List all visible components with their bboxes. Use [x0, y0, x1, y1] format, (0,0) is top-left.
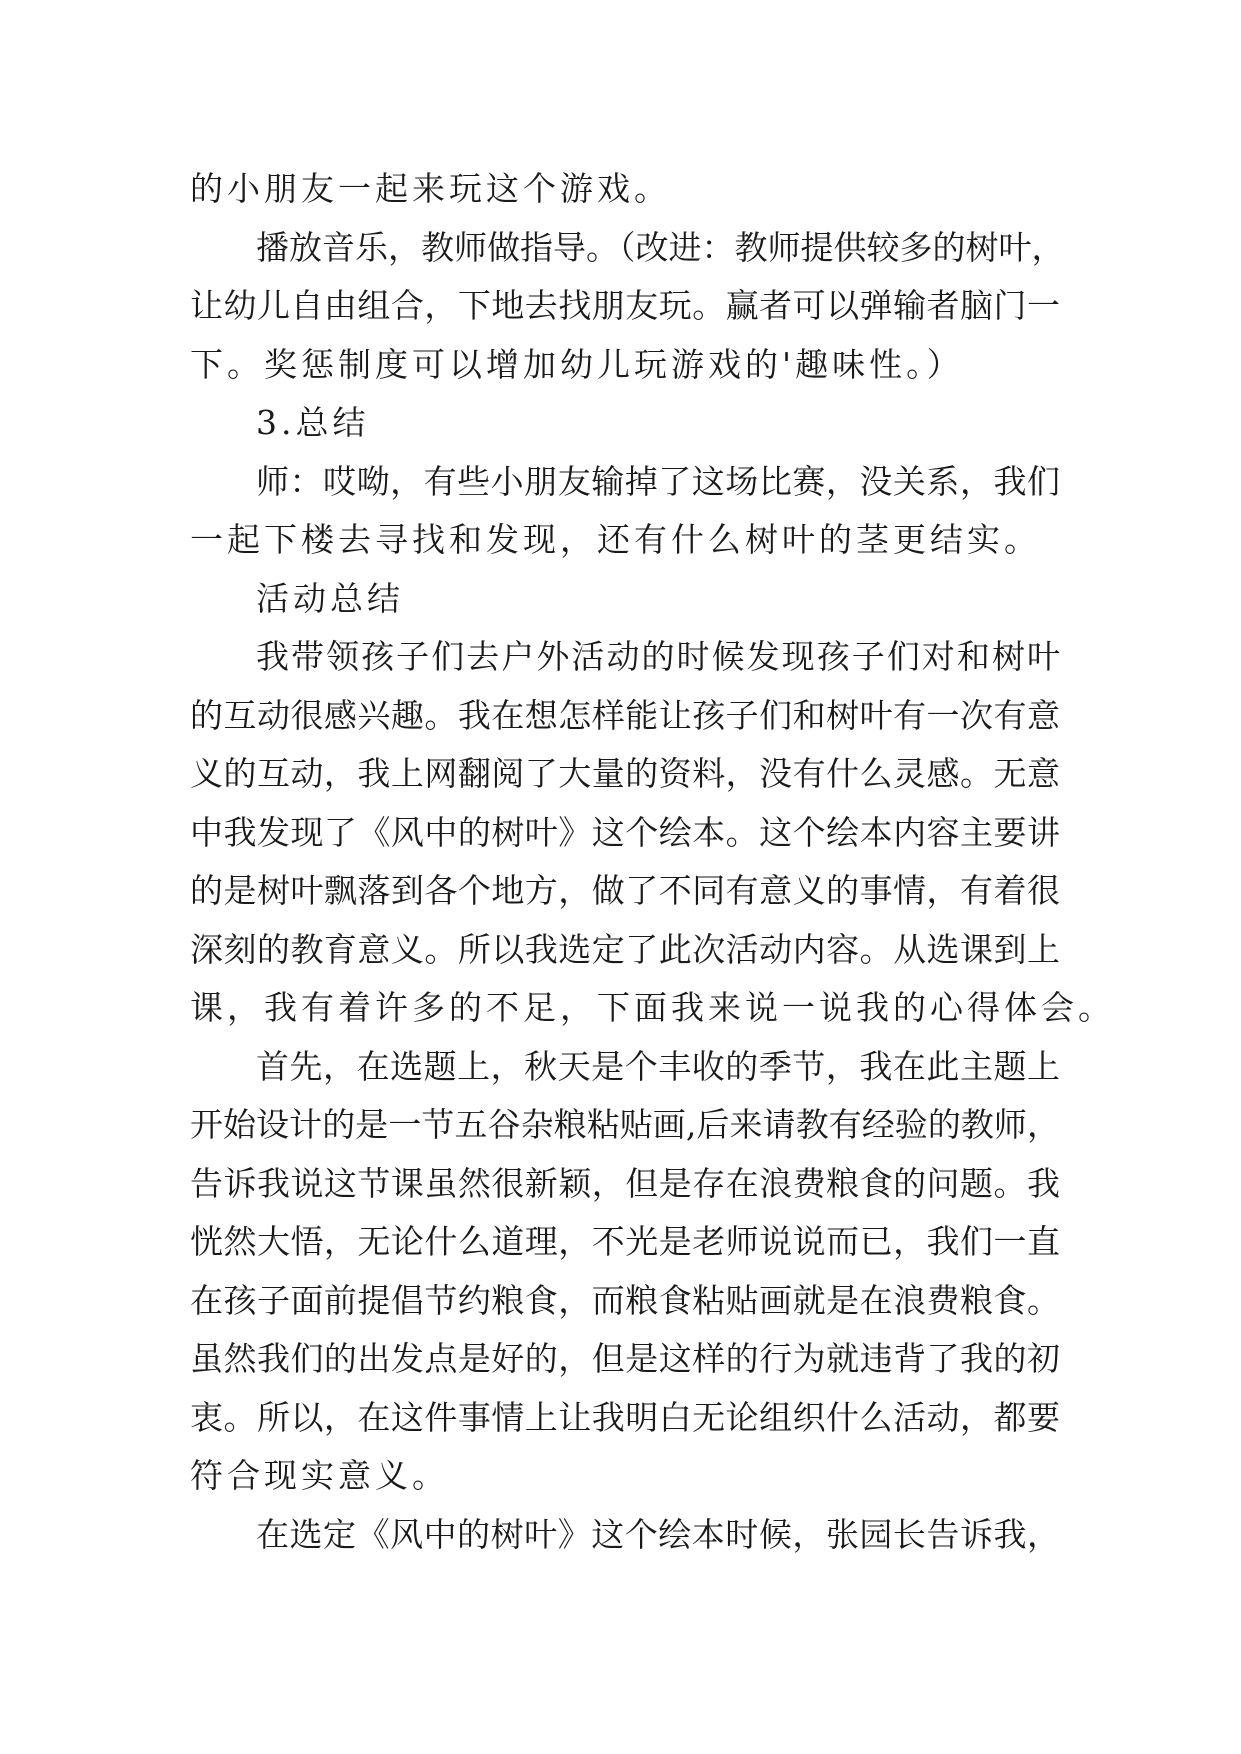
text-line: 开始设计的是一节五谷杂粮粘贴画,后来请教有经验的教师， [190, 1105, 1060, 1144]
text-line: 的互动很感兴趣。我在想怎样能让孩子们和树叶有一次有意 [190, 695, 1060, 735]
text-line: 告诉我说这节课虽然很新颖，但是存在浪费粮食的问题。我 [190, 1163, 1060, 1203]
document-page [190, 160, 1115, 1564]
paragraph-start-line: 首先，在选题上，秋天是个丰收的季节，我在此主题上 [256, 1046, 1060, 1086]
text-line: 的是树叶飘落到各个地方，做了不同有意义的事情，有着很 [190, 871, 1060, 910]
text-line: 虽然我们的出发点是好的，但是这样的行为就违背了我的初 [190, 1339, 1060, 1378]
text-line: 一起下楼去寻找和发现，还有什么树叶的茎更结实。 [190, 520, 1041, 559]
paragraph-start-line: 在选定《风中的树叶》这个绘本时候，张园长告诉我， [256, 1514, 1060, 1554]
text-line: 符合现实意义。 [190, 1456, 449, 1495]
section-heading: 活动总结 [256, 578, 404, 618]
text-line: 深刻的教育意义。所以我选定了此次活动内容。从选课到上 [190, 929, 1060, 969]
text-line: 在孩子面前提倡节约粮食，而粮食粘贴画就是在浪费粮食。 [190, 1280, 1060, 1320]
text-line: 恍然大悟，无论什么道理，不光是老师说说而已，我们一直 [190, 1222, 1060, 1261]
text-line: 衷。所以，在这件事情上让我明白无论组织什么活动，都要 [190, 1397, 1060, 1437]
text-line: 中我发现了《风中的树叶》这个绘本。这个绘本内容主要讲 [190, 812, 1060, 852]
paragraph-start-line: 师：哎呦，有些小朋友输掉了这场比赛，没关系，我们 [256, 461, 1060, 501]
text-line: 让幼儿自由组合，下地去找朋友玩。赢者可以弹输者脑门一 [190, 286, 1060, 325]
section-heading: 3.总结 [256, 403, 370, 442]
paragraph-start-line: 播放音乐，教师做指导。（改进：教师提供较多的树叶， [256, 227, 1065, 267]
text-line: 义的互动，我上网翻阅了大量的资料，没有什么灵感。无意 [190, 754, 1060, 793]
text-line: 课，我有着许多的不足，下面我来说一说我的心得体会。 [190, 988, 1115, 1027]
text-line: 的小朋友一起来玩这个游戏。 [190, 169, 671, 208]
paragraph-start-line: 我带领孩子们去户外活动的时候发现孩子们对和树叶 [256, 637, 1060, 676]
text-line: 下。奖惩制度可以增加幼儿玩游戏的'趣味性。） [190, 344, 964, 384]
